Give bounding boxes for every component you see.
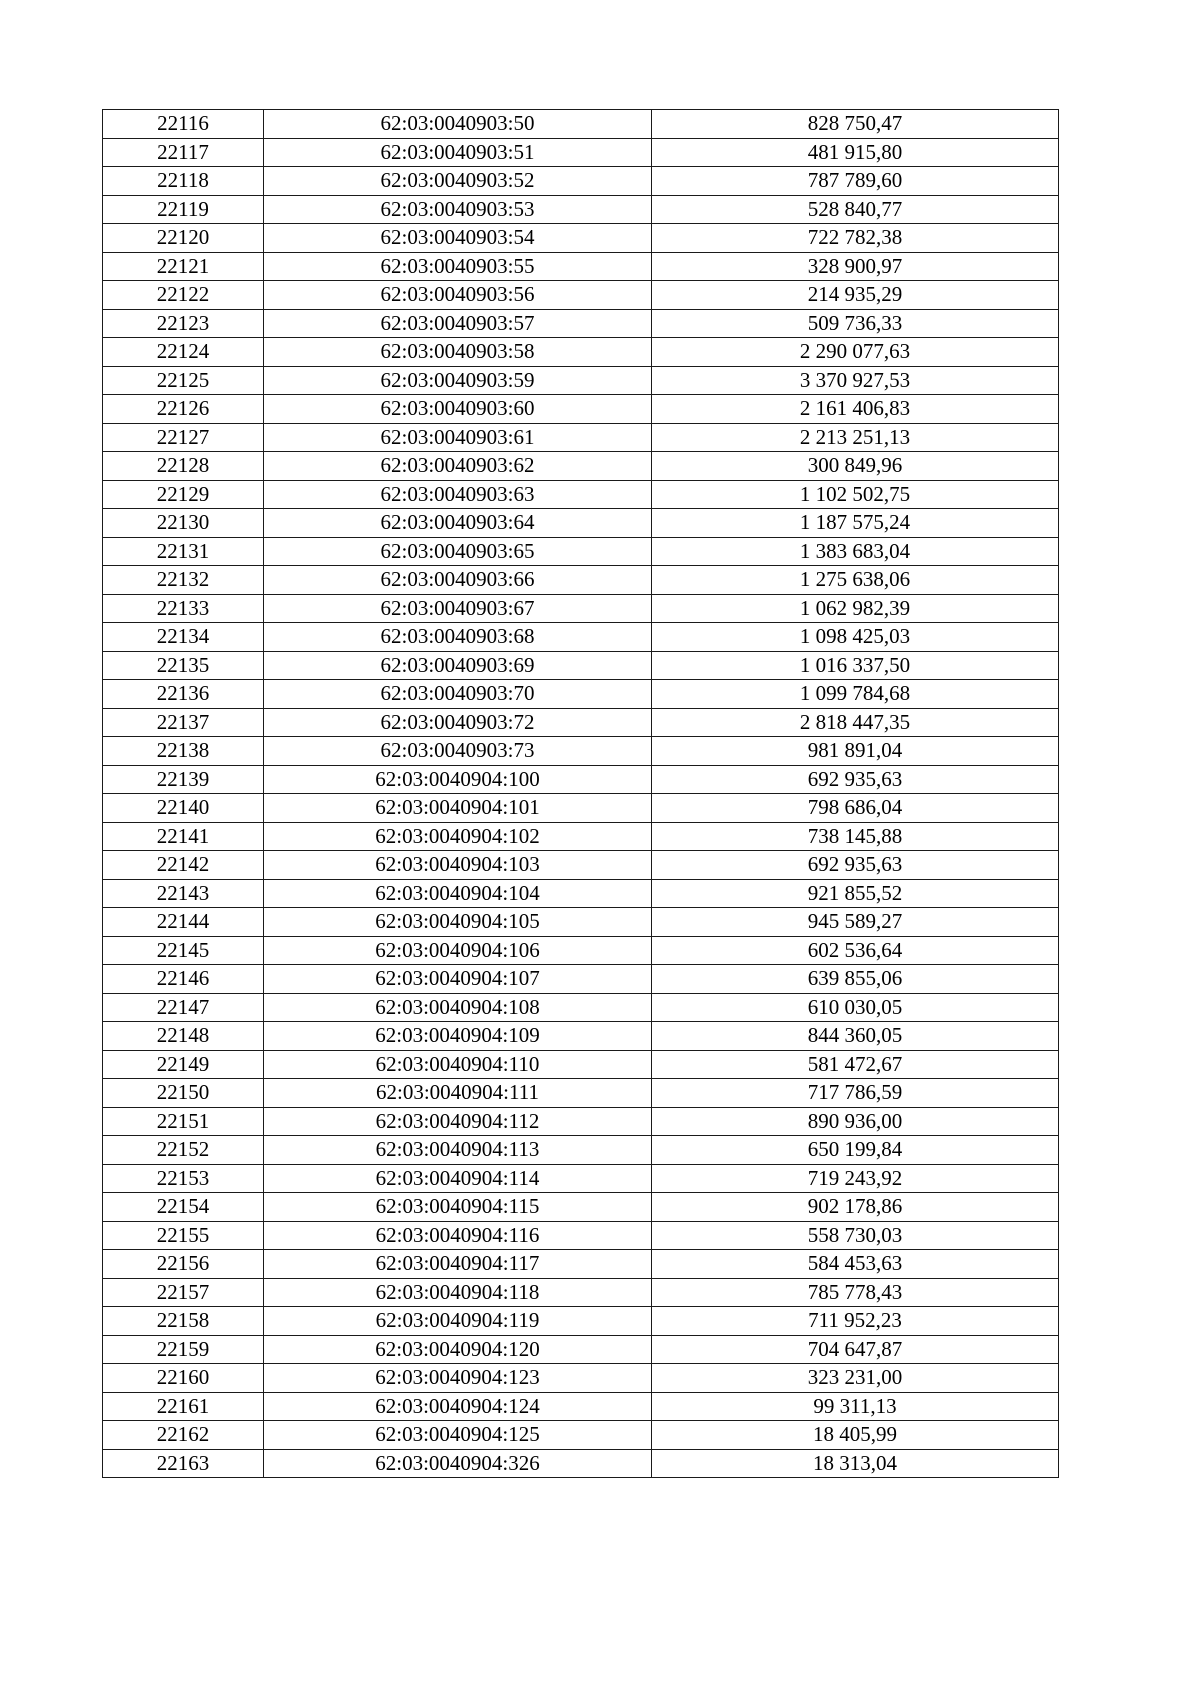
value-cell: 785 778,43 bbox=[652, 1278, 1059, 1307]
row-number-cell: 22144 bbox=[103, 908, 264, 937]
cadastral-number-cell: 62:03:0040903:57 bbox=[264, 309, 652, 338]
cadastral-number-cell: 62:03:0040903:53 bbox=[264, 195, 652, 224]
table-row bbox=[103, 195, 1059, 224]
value-cell: 558 730,03 bbox=[652, 1221, 1059, 1250]
table-row bbox=[103, 480, 1059, 509]
value-cell: 1 062 982,39 bbox=[652, 594, 1059, 623]
table-row bbox=[103, 281, 1059, 310]
cadastral-number-cell: 62:03:0040904:116 bbox=[264, 1221, 652, 1250]
row-number-cell: 22156 bbox=[103, 1250, 264, 1279]
value-cell: 328 900,97 bbox=[652, 252, 1059, 281]
value-cell: 18 405,99 bbox=[652, 1421, 1059, 1450]
table-row bbox=[103, 623, 1059, 652]
cadastral-number-cell: 62:03:0040904:326 bbox=[264, 1449, 652, 1478]
value-cell: 844 360,05 bbox=[652, 1022, 1059, 1051]
row-number-cell: 22141 bbox=[103, 822, 264, 851]
value-cell: 581 472,67 bbox=[652, 1050, 1059, 1079]
cadastral-number-cell: 62:03:0040903:62 bbox=[264, 452, 652, 481]
row-number-cell: 22137 bbox=[103, 708, 264, 737]
value-cell: 981 891,04 bbox=[652, 737, 1059, 766]
row-number-cell: 22145 bbox=[103, 936, 264, 965]
cadastral-number-cell: 62:03:0040904:102 bbox=[264, 822, 652, 851]
row-number-cell: 22153 bbox=[103, 1164, 264, 1193]
table-row bbox=[103, 338, 1059, 367]
table-row bbox=[103, 1164, 1059, 1193]
table-row bbox=[103, 366, 1059, 395]
cadastral-number-cell: 62:03:0040904:114 bbox=[264, 1164, 652, 1193]
row-number-cell: 22163 bbox=[103, 1449, 264, 1478]
value-cell: 692 935,63 bbox=[652, 765, 1059, 794]
row-number-cell: 22148 bbox=[103, 1022, 264, 1051]
table-row bbox=[103, 309, 1059, 338]
cadastral-number-cell: 62:03:0040903:50 bbox=[264, 110, 652, 139]
value-cell: 787 789,60 bbox=[652, 167, 1059, 196]
value-cell: 584 453,63 bbox=[652, 1250, 1059, 1279]
value-cell: 639 855,06 bbox=[652, 965, 1059, 994]
cadastral-number-cell: 62:03:0040904:117 bbox=[264, 1250, 652, 1279]
cadastral-number-cell: 62:03:0040903:60 bbox=[264, 395, 652, 424]
table-row bbox=[103, 765, 1059, 794]
row-number-cell: 22158 bbox=[103, 1307, 264, 1336]
table-row bbox=[103, 1364, 1059, 1393]
table-row bbox=[103, 252, 1059, 281]
table-row bbox=[103, 1136, 1059, 1165]
cadastral-number-cell: 62:03:0040903:59 bbox=[264, 366, 652, 395]
cadastral-number-cell: 62:03:0040904:109 bbox=[264, 1022, 652, 1051]
value-cell: 711 952,23 bbox=[652, 1307, 1059, 1336]
cadastral-number-cell: 62:03:0040904:113 bbox=[264, 1136, 652, 1165]
table-row bbox=[103, 167, 1059, 196]
row-number-cell: 22128 bbox=[103, 452, 264, 481]
value-cell: 738 145,88 bbox=[652, 822, 1059, 851]
row-number-cell: 22149 bbox=[103, 1050, 264, 1079]
cadastral-number-cell: 62:03:0040904:123 bbox=[264, 1364, 652, 1393]
row-number-cell: 22151 bbox=[103, 1107, 264, 1136]
table-row bbox=[103, 822, 1059, 851]
table-row bbox=[103, 908, 1059, 937]
row-number-cell: 22136 bbox=[103, 680, 264, 709]
value-cell: 1 016 337,50 bbox=[652, 651, 1059, 680]
value-cell: 2 818 447,35 bbox=[652, 708, 1059, 737]
row-number-cell: 22154 bbox=[103, 1193, 264, 1222]
row-number-cell: 22146 bbox=[103, 965, 264, 994]
table-row bbox=[103, 1335, 1059, 1364]
row-number-cell: 22157 bbox=[103, 1278, 264, 1307]
value-cell: 798 686,04 bbox=[652, 794, 1059, 823]
table-row bbox=[103, 1307, 1059, 1336]
table-row bbox=[103, 1221, 1059, 1250]
value-cell: 610 030,05 bbox=[652, 993, 1059, 1022]
cadastral-number-cell: 62:03:0040904:120 bbox=[264, 1335, 652, 1364]
row-number-cell: 22117 bbox=[103, 138, 264, 167]
row-number-cell: 22160 bbox=[103, 1364, 264, 1393]
table-row bbox=[103, 110, 1059, 139]
cadastral-number-cell: 62:03:0040904:104 bbox=[264, 879, 652, 908]
cadastral-number-cell: 62:03:0040903:55 bbox=[264, 252, 652, 281]
cadastral-number-cell: 62:03:0040903:70 bbox=[264, 680, 652, 709]
value-cell: 722 782,38 bbox=[652, 224, 1059, 253]
cadastral-number-cell: 62:03:0040903:68 bbox=[264, 623, 652, 652]
row-number-cell: 22142 bbox=[103, 851, 264, 880]
table-row bbox=[103, 509, 1059, 538]
value-cell: 2 161 406,83 bbox=[652, 395, 1059, 424]
value-cell: 902 178,86 bbox=[652, 1193, 1059, 1222]
row-number-cell: 22120 bbox=[103, 224, 264, 253]
value-cell: 828 750,47 bbox=[652, 110, 1059, 139]
cadastral-number-cell: 62:03:0040903:69 bbox=[264, 651, 652, 680]
cadastral-number-cell: 62:03:0040903:52 bbox=[264, 167, 652, 196]
value-cell: 214 935,29 bbox=[652, 281, 1059, 310]
value-cell: 704 647,87 bbox=[652, 1335, 1059, 1364]
row-number-cell: 22122 bbox=[103, 281, 264, 310]
table-row bbox=[103, 651, 1059, 680]
cadastral-number-cell: 62:03:0040903:64 bbox=[264, 509, 652, 538]
row-number-cell: 22127 bbox=[103, 423, 264, 452]
table-row bbox=[103, 1079, 1059, 1108]
value-cell: 481 915,80 bbox=[652, 138, 1059, 167]
row-number-cell: 22126 bbox=[103, 395, 264, 424]
cadastral-number-cell: 62:03:0040903:63 bbox=[264, 480, 652, 509]
row-number-cell: 22139 bbox=[103, 765, 264, 794]
row-number-cell: 22155 bbox=[103, 1221, 264, 1250]
cadastral-value-table bbox=[102, 109, 1059, 1478]
row-number-cell: 22131 bbox=[103, 537, 264, 566]
value-cell: 323 231,00 bbox=[652, 1364, 1059, 1393]
value-cell: 3 370 927,53 bbox=[652, 366, 1059, 395]
cadastral-number-cell: 62:03:0040904:119 bbox=[264, 1307, 652, 1336]
table-row bbox=[103, 794, 1059, 823]
cadastral-number-cell: 62:03:0040903:73 bbox=[264, 737, 652, 766]
value-cell: 300 849,96 bbox=[652, 452, 1059, 481]
cadastral-number-cell: 62:03:0040904:101 bbox=[264, 794, 652, 823]
row-number-cell: 22150 bbox=[103, 1079, 264, 1108]
value-cell: 528 840,77 bbox=[652, 195, 1059, 224]
row-number-cell: 22147 bbox=[103, 993, 264, 1022]
value-cell: 18 313,04 bbox=[652, 1449, 1059, 1478]
cadastral-number-cell: 62:03:0040904:106 bbox=[264, 936, 652, 965]
cadastral-number-cell: 62:03:0040904:100 bbox=[264, 765, 652, 794]
row-number-cell: 22161 bbox=[103, 1392, 264, 1421]
row-number-cell: 22134 bbox=[103, 623, 264, 652]
cadastral-number-cell: 62:03:0040903:56 bbox=[264, 281, 652, 310]
row-number-cell: 22133 bbox=[103, 594, 264, 623]
table-row bbox=[103, 993, 1059, 1022]
cadastral-number-cell: 62:03:0040904:125 bbox=[264, 1421, 652, 1450]
value-cell: 717 786,59 bbox=[652, 1079, 1059, 1108]
cadastral-number-cell: 62:03:0040904:110 bbox=[264, 1050, 652, 1079]
cadastral-number-cell: 62:03:0040903:61 bbox=[264, 423, 652, 452]
value-cell: 921 855,52 bbox=[652, 879, 1059, 908]
value-cell: 1 102 502,75 bbox=[652, 480, 1059, 509]
row-number-cell: 22130 bbox=[103, 509, 264, 538]
row-number-cell: 22124 bbox=[103, 338, 264, 367]
cadastral-number-cell: 62:03:0040904:107 bbox=[264, 965, 652, 994]
table-row bbox=[103, 537, 1059, 566]
table-row bbox=[103, 138, 1059, 167]
cadastral-number-cell: 62:03:0040904:115 bbox=[264, 1193, 652, 1222]
table-row bbox=[103, 1392, 1059, 1421]
table-row bbox=[103, 879, 1059, 908]
cadastral-number-cell: 62:03:0040904:108 bbox=[264, 993, 652, 1022]
row-number-cell: 22140 bbox=[103, 794, 264, 823]
value-cell: 1 275 638,06 bbox=[652, 566, 1059, 595]
value-cell: 2 290 077,63 bbox=[652, 338, 1059, 367]
cadastral-number-cell: 62:03:0040903:66 bbox=[264, 566, 652, 595]
table-row bbox=[103, 224, 1059, 253]
table-row bbox=[103, 1050, 1059, 1079]
value-cell: 650 199,84 bbox=[652, 1136, 1059, 1165]
row-number-cell: 22125 bbox=[103, 366, 264, 395]
row-number-cell: 22135 bbox=[103, 651, 264, 680]
value-cell: 1 383 683,04 bbox=[652, 537, 1059, 566]
table-row bbox=[103, 1278, 1059, 1307]
table-row bbox=[103, 395, 1059, 424]
row-number-cell: 22143 bbox=[103, 879, 264, 908]
table-row bbox=[103, 708, 1059, 737]
row-number-cell: 22138 bbox=[103, 737, 264, 766]
value-cell: 99 311,13 bbox=[652, 1392, 1059, 1421]
value-cell: 602 536,64 bbox=[652, 936, 1059, 965]
table-row bbox=[103, 452, 1059, 481]
value-cell: 692 935,63 bbox=[652, 851, 1059, 880]
value-cell: 719 243,92 bbox=[652, 1164, 1059, 1193]
cadastral-number-cell: 62:03:0040903:51 bbox=[264, 138, 652, 167]
table-row bbox=[103, 851, 1059, 880]
value-cell: 509 736,33 bbox=[652, 309, 1059, 338]
cadastral-number-cell: 62:03:0040904:112 bbox=[264, 1107, 652, 1136]
cadastral-number-cell: 62:03:0040903:67 bbox=[264, 594, 652, 623]
row-number-cell: 22119 bbox=[103, 195, 264, 224]
table-row bbox=[103, 965, 1059, 994]
row-number-cell: 22132 bbox=[103, 566, 264, 595]
table-row bbox=[103, 680, 1059, 709]
cadastral-number-cell: 62:03:0040904:118 bbox=[264, 1278, 652, 1307]
value-cell: 2 213 251,13 bbox=[652, 423, 1059, 452]
cadastral-number-cell: 62:03:0040903:58 bbox=[264, 338, 652, 367]
row-number-cell: 22129 bbox=[103, 480, 264, 509]
table-row bbox=[103, 1022, 1059, 1051]
row-number-cell: 22118 bbox=[103, 167, 264, 196]
table-row bbox=[103, 737, 1059, 766]
value-cell: 890 936,00 bbox=[652, 1107, 1059, 1136]
row-number-cell: 22121 bbox=[103, 252, 264, 281]
cadastral-number-cell: 62:03:0040904:105 bbox=[264, 908, 652, 937]
row-number-cell: 22152 bbox=[103, 1136, 264, 1165]
cadastral-number-cell: 62:03:0040904:103 bbox=[264, 851, 652, 880]
table-row bbox=[103, 936, 1059, 965]
table-body bbox=[103, 110, 1059, 1478]
row-number-cell: 22162 bbox=[103, 1421, 264, 1450]
cadastral-number-cell: 62:03:0040903:54 bbox=[264, 224, 652, 253]
table-row bbox=[103, 423, 1059, 452]
value-cell: 1 098 425,03 bbox=[652, 623, 1059, 652]
row-number-cell: 22123 bbox=[103, 309, 264, 338]
cadastral-number-cell: 62:03:0040903:72 bbox=[264, 708, 652, 737]
table-row bbox=[103, 1193, 1059, 1222]
table-row bbox=[103, 1107, 1059, 1136]
table-row bbox=[103, 1421, 1059, 1450]
row-number-cell: 22159 bbox=[103, 1335, 264, 1364]
table-row bbox=[103, 1449, 1059, 1478]
cadastral-number-cell: 62:03:0040904:111 bbox=[264, 1079, 652, 1108]
row-number-cell: 22116 bbox=[103, 110, 264, 139]
value-cell: 945 589,27 bbox=[652, 908, 1059, 937]
cadastral-number-cell: 62:03:0040903:65 bbox=[264, 537, 652, 566]
value-cell: 1 099 784,68 bbox=[652, 680, 1059, 709]
table-row bbox=[103, 1250, 1059, 1279]
table-row bbox=[103, 566, 1059, 595]
table-row bbox=[103, 594, 1059, 623]
cadastral-number-cell: 62:03:0040904:124 bbox=[264, 1392, 652, 1421]
value-cell: 1 187 575,24 bbox=[652, 509, 1059, 538]
